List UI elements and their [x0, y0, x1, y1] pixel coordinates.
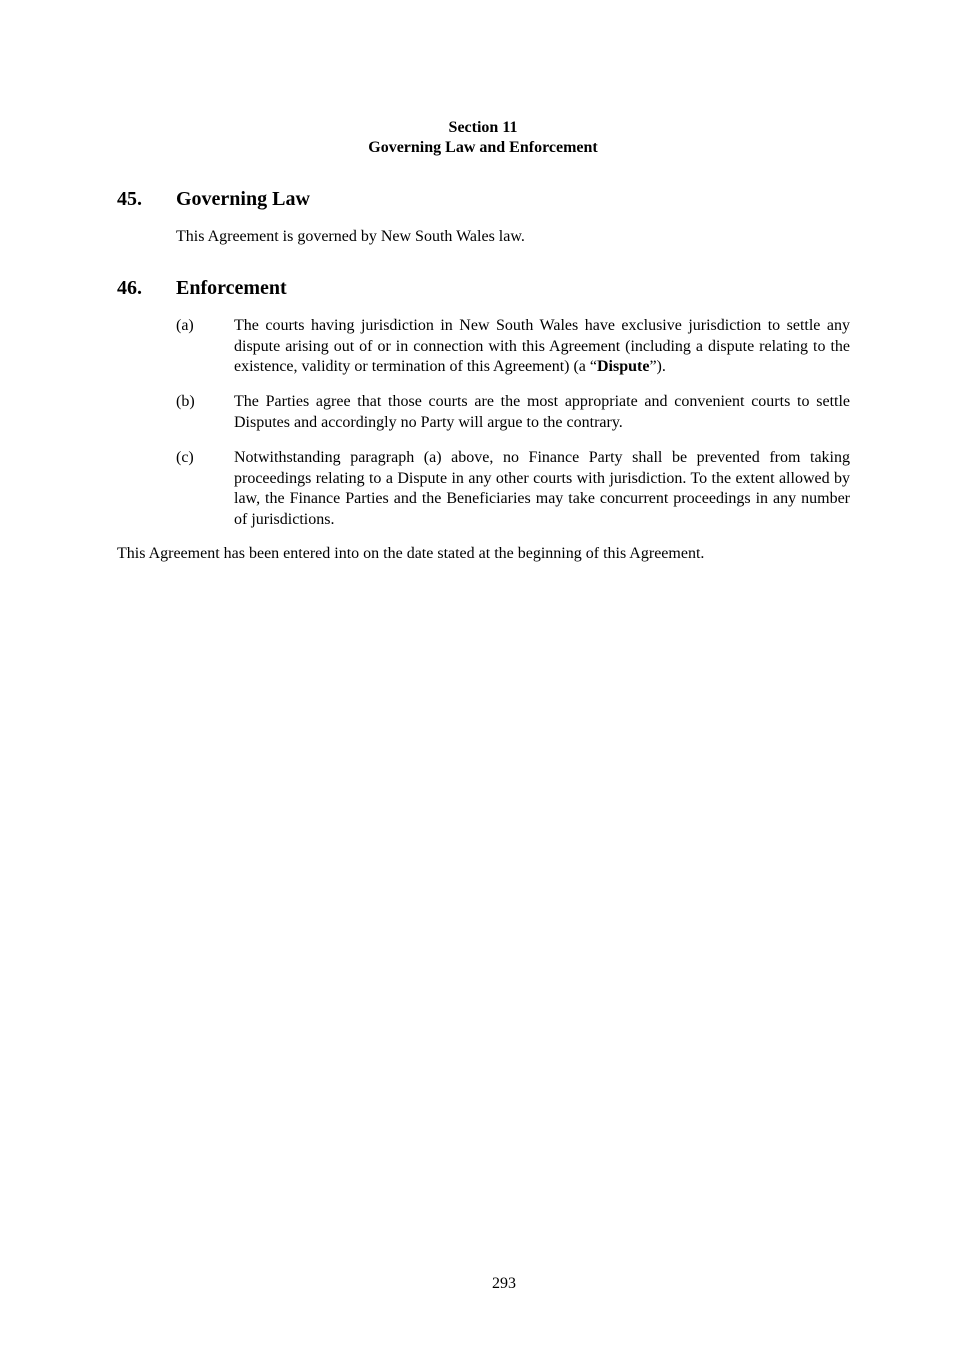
item-text: The Parties agree that those courts are the most appropriate and convenient courts to settle Disputes and accordingly no Party will argue to the contrary. [234, 393, 850, 431]
section-label: Section 11 [448, 119, 518, 136]
defined-term: Dispute [597, 358, 650, 375]
page-number: 293 [492, 1275, 516, 1292]
clause-number: 46. [117, 277, 142, 299]
item-text [234, 316, 850, 378]
clause-heading-46 [117, 276, 287, 300]
clause-46-item-a [176, 316, 850, 378]
item-text-part: The courts having jurisdiction in New South Wales have exclusive jurisdiction to settle any dispute arising out of or in connection with this Agreement (including a dispute relating to the existence, validity or termination of this Agreement) (a “ [234, 317, 850, 375]
clause-title: Enforcement [176, 277, 287, 299]
clause-title: Governing Law [176, 188, 310, 210]
item-label: (a) [176, 317, 194, 334]
item-label: (b) [176, 393, 195, 410]
clause-46-item-c [176, 448, 850, 530]
clause-heading-45 [117, 187, 310, 211]
item-label: (c) [176, 449, 194, 466]
section-title: Governing Law and Enforcement [368, 139, 598, 156]
item-text: Notwithstanding paragraph (a) above, no Finance Party shall be prevented from taking proceedings relating to a Dispute in any other courts with jurisdiction. To the extent allowed by law, the Finance Parties and the Beneficiaries may take concurrent proceedings in any number of jurisdictions. [234, 449, 850, 528]
clause-46-item-b [176, 392, 850, 433]
closing-statement: This Agreement has been entered into on the date stated at the beginning of this Agreement. [117, 545, 705, 562]
item-text-part: ”). [649, 358, 666, 375]
clause-45-body: This Agreement is governed by New South Wales law. [176, 228, 525, 245]
clause-number: 45. [117, 188, 142, 210]
